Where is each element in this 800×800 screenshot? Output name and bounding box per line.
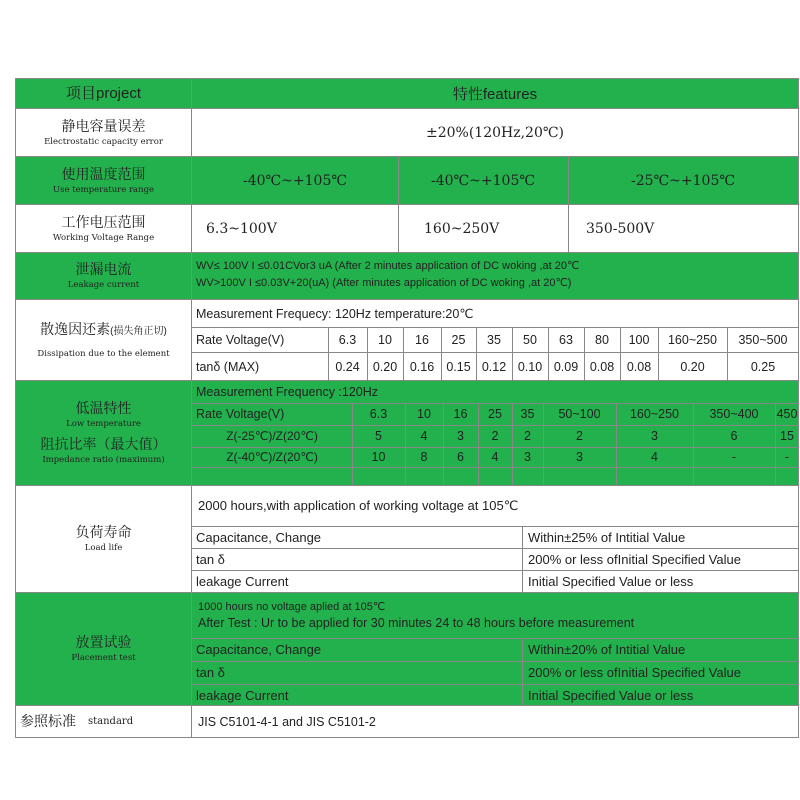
dissipation-tan-value: 0.08 (626, 359, 652, 374)
lowtemp-voltage: 6.3 (369, 407, 388, 421)
leakage-row (15, 252, 799, 299)
dissipation-tan-value: 0.25 (750, 359, 776, 374)
capacity-row (15, 108, 799, 156)
lowtemp-label (15, 381, 192, 485)
lowtemp-r1-value: 4 (420, 429, 428, 443)
placement-item-key: leakage Current (196, 688, 289, 703)
lowtemp-voltage: 16 (453, 407, 468, 421)
loadlife-item-value: 200% or less ofInitial Specified Value (528, 551, 741, 567)
lowtemp-voltage: 450 (776, 407, 798, 421)
lowtemp-r2-value: 4 (651, 450, 658, 464)
capacity-content (192, 109, 799, 156)
lowtemp-r1-value: 2 (491, 429, 499, 443)
lowtemp-r2-value: 4 (491, 450, 499, 464)
dissipation-tan-label: tanδ (MAX) (196, 359, 260, 374)
dissipation-voltage: 80 (595, 332, 609, 347)
header-label: 项目project (65, 85, 142, 102)
dissipation-voltage: 25 (451, 332, 466, 347)
lowtemp-content (192, 381, 799, 485)
leakage-content (192, 253, 799, 299)
placement-desc-1: 1000 hours no voltage aplied at 105℃ (198, 601, 386, 613)
spec-table (15, 78, 799, 738)
lowtemp-r1-value: 2 (524, 429, 531, 443)
dissipation-voltage: 10 (378, 332, 392, 347)
placement-item-key: tan δ (196, 665, 225, 680)
dissipation-voltage: 16 (415, 332, 429, 347)
dissipation-content (192, 300, 799, 380)
placement-en: Placement test (71, 653, 136, 663)
standard-label (15, 706, 192, 737)
voltage-value-1: 6.3~100V (206, 220, 277, 237)
lowtemp-hline (192, 467, 798, 468)
dissipation-tan-value: 0.24 (335, 359, 360, 374)
dissipation-tan-value: 0.20 (680, 359, 705, 374)
dissipation-voltage: 6.3 (338, 332, 357, 347)
lowtemp-row (15, 380, 799, 485)
loadlife-zh: 负荷寿命 (75, 524, 132, 540)
dissipation-tan-value: 0.10 (517, 359, 543, 374)
dissipation-tan-value: 0.12 (481, 359, 507, 374)
lowtemp-r1-value: 15 (780, 429, 794, 443)
dissipation-tan-value: 0.08 (589, 359, 615, 374)
loadlife-label (15, 486, 192, 592)
capacity-zh: 静电容量误差 (61, 117, 146, 134)
dissipation-tan-value: 0.15 (446, 359, 471, 374)
loadlife-row (15, 485, 799, 592)
temp-label (15, 157, 192, 204)
lowtemp-r2-value: 3 (524, 450, 531, 464)
standard-en: standard (88, 716, 134, 727)
lowtemp-voltage: 10 (417, 407, 431, 421)
dissipation-label (15, 300, 192, 380)
lowtemp-voltage: 350~400 (709, 407, 759, 421)
leakage-line-2: WV>100V I ≤0.03V+20(uA) (After minutes application of DC woking ,at 20℃) (196, 277, 572, 289)
dissipation-tan-value: 0.16 (409, 359, 435, 374)
placement-content (192, 593, 799, 705)
loadlife-item-value: Within±25% of Intitial Value (528, 529, 686, 545)
lowtemp-voltage: 25 (488, 407, 502, 421)
temp-value-3: -25℃~+105℃ (630, 172, 736, 189)
capacity-en: Electrostatic capacity error (44, 136, 163, 147)
lowtemp-r2-value: 6 (457, 450, 464, 464)
placement-label (15, 593, 192, 705)
lowtemp-en2: Impedance ratio (maximum) (42, 455, 165, 465)
lowtemp-r2-value: - (784, 450, 790, 464)
temp-en: Use temperature range (52, 184, 155, 195)
loadlife-vline (522, 526, 523, 592)
standard-content (192, 706, 799, 737)
lowtemp-zh1: 低温特性 (75, 400, 132, 416)
lowtemp-r2-value: - (731, 450, 737, 464)
lowtemp-voltage: 35 (520, 407, 535, 421)
dissipation-zh-small: (损失角正切) (110, 325, 167, 337)
loadlife-item-key: leakage Current (196, 573, 289, 589)
lowtemp-r2-label: Z(-40℃)/Z(20℃) (226, 450, 318, 464)
dissipation-voltage: 35 (487, 332, 501, 347)
dissipation-zh: 散逸因还素 (40, 320, 111, 337)
lowtemp-r1-value: 3 (457, 429, 464, 443)
capacity-value: ±20%(120Hz,20℃) (425, 124, 564, 141)
temp-row (15, 156, 799, 204)
dissipation-tan-value: 0.09 (553, 359, 579, 374)
dissipation-row (15, 299, 799, 380)
standard-zh: 参照标准 (20, 713, 76, 729)
voltage-content (192, 205, 799, 252)
dissipation-en: Dissipation due to the element (37, 348, 170, 359)
lowtemp-r1-label: Z(-25℃)/Z(20℃) (226, 429, 318, 443)
dissipation-voltage: 160~250 (667, 332, 717, 347)
temp-zh: 使用温度范围 (61, 165, 146, 182)
voltage-zh: 工作电压范围 (61, 213, 146, 230)
loadlife-content (192, 486, 799, 592)
lowtemp-voltage: 50~100 (558, 407, 601, 421)
lowtemp-en1: Low temperature (66, 419, 141, 429)
leakage-en: Leakage current (67, 280, 140, 290)
loadlife-en: Load life (84, 543, 123, 553)
temp-value-2: -40℃~+105℃ (430, 172, 536, 189)
placement-vline (522, 638, 523, 705)
voltage-label (15, 205, 192, 252)
leakage-zh: 泄漏电流 (75, 261, 132, 277)
temp-content (192, 157, 799, 204)
voltage-en: Working Voltage Range (52, 232, 155, 243)
header-row (15, 78, 799, 108)
dissipation-voltage: 50 (523, 332, 537, 347)
lowtemp-voltage: 160~250 (629, 407, 679, 421)
lowtemp-r2-value: 3 (576, 450, 583, 464)
loadlife-item-key: tan δ (196, 551, 225, 567)
voltage-value-3: 350-500V (586, 220, 655, 237)
placement-row (15, 592, 799, 705)
placement-item-key: Capacitance, Change (196, 642, 322, 657)
dissipation-voltage: 100 (628, 332, 650, 347)
loadlife-desc: 2000 hours,with application of working voltage at 105℃ (198, 498, 519, 513)
lowtemp-freq: Measurement Frequency :120Hz (196, 385, 379, 399)
header-content-cell (192, 79, 799, 108)
dissipation-tan-value: 0.20 (372, 359, 398, 374)
placement-desc-2: After Test : Ur to be applied for 30 minutes 24 to 48 hours before measurement (198, 616, 635, 630)
dissipation-voltage: 350~500 (738, 332, 788, 347)
dissipation-rate-label: Rate Voltage(V) (196, 332, 285, 347)
header-label-cell (15, 79, 192, 108)
dissipation-freq: Measurement Frequecy: 120Hz temperature:20℃ (196, 307, 474, 321)
lowtemp-r2-value: 10 (371, 450, 386, 464)
standard-row (15, 705, 799, 738)
leakage-line-1: WV≤ 100V I ≤0.01CVor3 uA (After 2 minutes application of DC woking ,at 20℃ (196, 260, 580, 272)
standard-value: JIS C5101-4-1 and JIS C5101-2 (198, 714, 376, 729)
leakage-label (15, 253, 192, 299)
lowtemp-r1-value: 5 (375, 429, 382, 443)
temp-value-1: -40℃~+105℃ (242, 172, 348, 189)
placement-item-value: Within±20% of Intitial Value (528, 642, 686, 657)
lowtemp-r1-value: 6 (730, 429, 738, 443)
lowtemp-r2-value: 8 (420, 450, 428, 464)
lowtemp-r1-value: 3 (651, 429, 658, 443)
lowtemp-zh2: 阻抗比率（最大值） (40, 436, 167, 452)
dissipation-voltage: 63 (559, 332, 573, 347)
lowtemp-r1-value: 2 (576, 429, 583, 443)
placement-item-value: 200% or less ofInitial Specified Value (528, 665, 741, 680)
voltage-value-2: 160~250V (424, 220, 500, 237)
placement-zh: 放置试验 (75, 634, 132, 650)
voltage-row (15, 204, 799, 252)
placement-item-value: Initial Specified Value or less (528, 688, 694, 703)
header-content: 特性features (452, 86, 538, 103)
capacity-label (15, 109, 192, 156)
lowtemp-rate-label: Rate Voltage(V) (196, 407, 285, 421)
loadlife-item-key: Capacitance, Change (196, 529, 322, 545)
loadlife-item-value: Initial Specified Value or less (528, 573, 694, 589)
